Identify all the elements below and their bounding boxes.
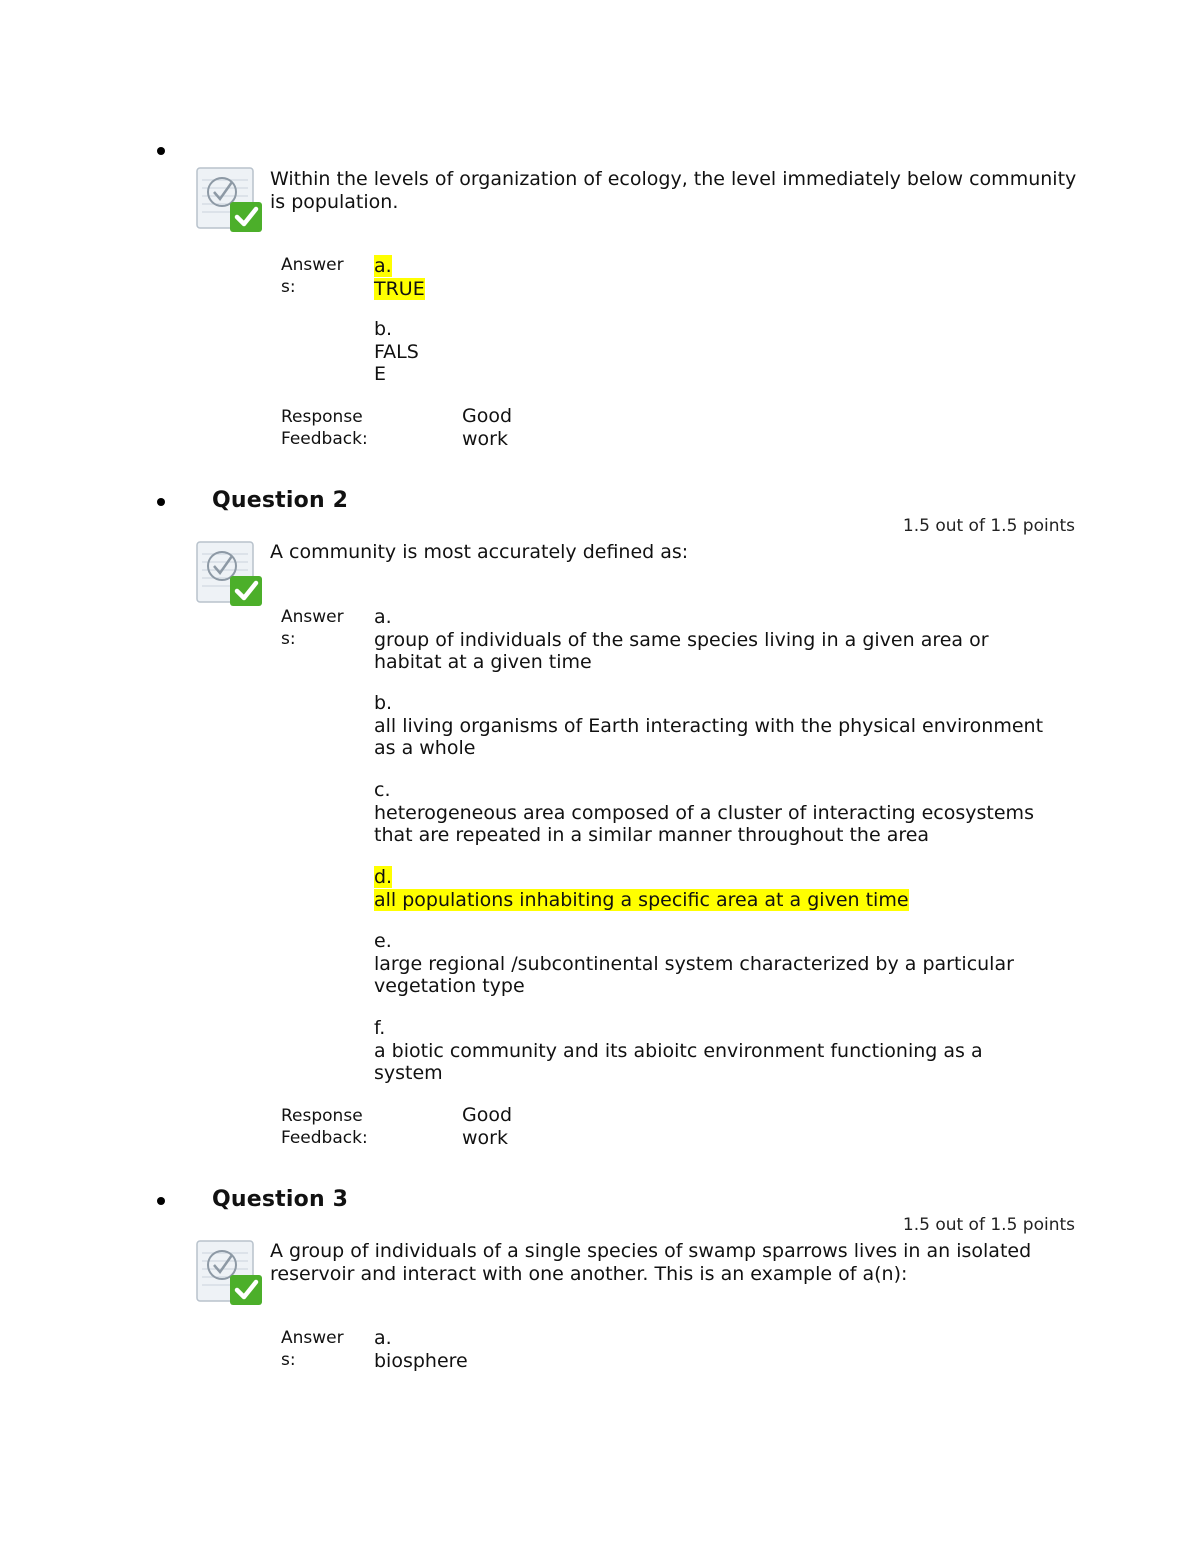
answers-label-line: s: [281,629,296,649]
choice-text: habitat at a given time [374,651,592,673]
question-2-choice-d[interactable] [374,866,909,911]
choice-text: as a whole [374,737,476,759]
answers-label-line: s: [281,277,296,297]
question-1-text-line: Within the levels of organization of ecology, the level immediately below community [270,168,1077,190]
choice-text: FALS [374,340,419,363]
question-2-choice-f[interactable] [374,1017,983,1085]
question-1-feedback-label [281,406,368,450]
question-1-bullet [157,147,165,155]
question-1-text-line: is population. [270,191,399,213]
feedback-value-line: Good [462,1104,513,1126]
question-3-heading: Question 3 [212,1187,349,1212]
choice-text: that are repeated in a similar manner throughout the area [374,824,930,846]
question-2-choice-b[interactable] [374,692,1043,760]
correct-answer-check-icon [196,1239,264,1307]
choice-text: a biotic community and its abioitc environment functioning as a [374,1039,983,1062]
question-2-choice-a[interactable] [374,606,989,674]
answers-label-line: Answer [281,255,344,275]
choice-text: E [374,363,387,385]
choice-letter: b. [374,318,393,340]
correct-answer-check-icon [196,540,264,608]
choice-letter: a. [374,255,392,277]
choice-text: heterogeneous area composed of a cluster of interacting ecosystems [374,801,1034,824]
correct-answer-check-icon [196,166,264,234]
question-2-answers-label [281,606,344,650]
feedback-value-line: work [462,428,508,450]
answers-label-line: Answer [281,607,344,627]
question-3-bullet [157,1197,165,1205]
question-1-choice-a[interactable] [374,255,425,300]
choice-text: large regional /subcontinental system characterized by a particular [374,952,1014,975]
choice-letter: f. [374,1017,386,1039]
question-2-heading: Question 2 [212,488,349,513]
choice-text: biosphere [374,1349,468,1372]
question-3-points: 1.5 out of 1.5 points [902,1215,1075,1235]
feedback-value-line: Good [462,405,513,427]
question-1-choice-b[interactable] [374,318,419,386]
question-3-text-line: A group of individuals of a single species of swamp sparrows lives in an isolated [270,1240,1032,1262]
choice-text: vegetation type [374,975,525,997]
feedback-label-line: Response [281,1106,363,1126]
question-2-feedback-value [462,1104,512,1150]
question-2-text [270,541,1110,564]
choice-letter: a. [374,606,392,628]
question-3-text [270,1240,1110,1286]
question-2-feedback-label [281,1105,368,1149]
feedback-label-line: Feedback: [281,1128,368,1148]
choice-text: group of individuals of the same species living in a given area or [374,628,989,651]
question-2-bullet [157,498,165,506]
question-1-answers-label [281,254,344,298]
choice-letter: c. [374,779,391,801]
question-1-text [270,168,1110,214]
question-2-choice-c[interactable] [374,779,1034,847]
question-3-answers-label [281,1327,344,1371]
question-2-choice-e[interactable] [374,930,1014,998]
question-3-choice-a[interactable] [374,1327,468,1372]
feedback-label-line: Feedback: [281,429,368,449]
choice-text: all living organisms of Earth interacting with the physical environment [374,714,1044,737]
question-2-text-line: A community is most accurately defined as: [270,541,689,563]
choice-letter: a. [374,1327,392,1349]
choice-text: system [374,1062,443,1084]
feedback-label-line: Response [281,407,363,427]
question-1-feedback-value [462,405,512,451]
choice-text: all populations inhabiting a specific area at a given time [374,888,909,911]
choice-text: TRUE [374,277,425,300]
answers-label-line: Answer [281,1328,344,1348]
choice-letter: b. [374,692,393,714]
answers-label-line: s: [281,1350,296,1370]
choice-letter: d. [374,866,393,888]
choice-letter: e. [374,930,392,952]
feedback-value-line: work [462,1127,508,1149]
question-3-text-line: reservoir and interact with one another. This is an example of a(n): [270,1263,908,1285]
question-2-points: 1.5 out of 1.5 points [902,516,1075,536]
